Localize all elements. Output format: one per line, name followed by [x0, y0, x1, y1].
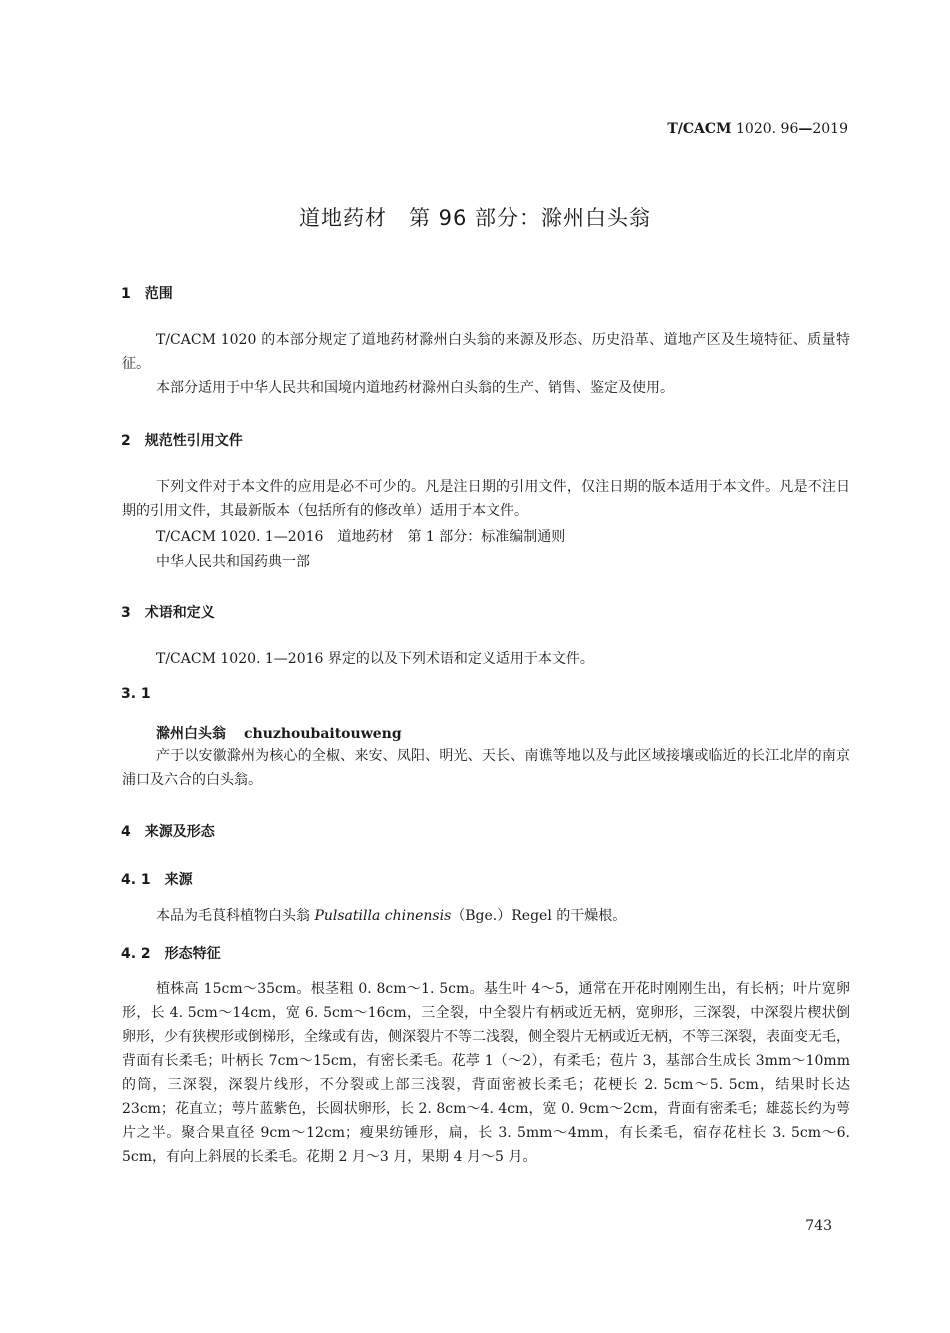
section-3-1-heading: 3. 1	[121, 686, 151, 702]
term-pinyin: chuzhoubaitouweng	[244, 726, 402, 742]
term-entry	[156, 723, 402, 743]
section-4-1-heading: 4. 1 来源	[121, 872, 193, 888]
source-text	[156, 905, 626, 925]
page-title: 道地药材 第 96 部分：滁州白头翁	[298, 206, 652, 230]
section-1-heading: 1 范围	[121, 286, 173, 302]
section-1-paragraph-2: 本部分适用于中华人民共和国境内道地药材滁州白头翁的生产、销售、鉴定及使用。	[156, 380, 674, 396]
doc-code-prefix: T/CACM	[667, 121, 732, 137]
section-4-heading: 4 来源及形态	[121, 824, 215, 840]
reference-2: 中华人民共和国药典一部	[156, 554, 310, 570]
section-2-paragraph-1: 下列文件对于本文件的应用是必不可少的。凡是注日期的引用文件，仅注日期的版本适用于本文件。凡是不注日期的引用文件，其最新版本（包括所有的修改单）适用于本文件。	[122, 479, 850, 519]
term-chinese: 滁州白头翁	[156, 726, 226, 742]
page-number: 743	[805, 1218, 832, 1234]
reference-1: T/CACM 1020. 1—2016 道地药材 第 1 部分：标准编制通则	[156, 529, 566, 545]
section-1-paragraph-1: T/CACM 1020 的本部分规定了道地药材滁州白头翁的来源及形态、历史沿革、道地产区及生境特征、质量特征。	[122, 332, 850, 372]
section-3-heading: 3 术语和定义	[121, 605, 215, 621]
doc-code-dash: —	[798, 121, 813, 137]
document-code	[667, 121, 848, 137]
source-text-b: （Bge.）Regel 的干燥根。	[451, 908, 627, 924]
section-3-paragraph-1: T/CACM 1020. 1—2016 界定的以及下列术语和定义适用于本文件。	[156, 651, 594, 667]
latin-name: Pulsatilla chinensis	[314, 908, 452, 924]
doc-code-number: 1020. 96	[731, 121, 799, 137]
section-2-heading: 2 规范性引用文件	[121, 433, 243, 449]
doc-code-year: 2019	[812, 121, 848, 137]
morphology-paragraph: 植株高 15cm～35cm。根茎粗 0. 8cm～1. 5cm。基生叶 4～5，通常在开花时刚刚生出，有长柄；叶片宽卵形，长 4. 5cm～14cm，宽 6. 5cm～16cm，三全裂，中全裂片有柄或近无柄，宽卵形，三深裂，中深裂片楔状倒卵形，少有狭楔形或倒梯形，全缘或有齿，侧深裂片不等二浅裂，侧全裂片无柄或近无柄，不等三深裂，表面变无毛，背面有长柔毛；叶柄长 7cm～15cm，有密长柔毛。花葶 1（～2），有柔毛；苞片 3，基部合生成长 3mm～10mm 的筒，三深裂，深裂片线形，不分裂或上部三浅裂，背面密被长柔毛；花梗长 2. 5cm～5. 5cm，结果时长达 23cm；花直立；萼片蓝紫色，长圆状卵形，长 2. 8cm～4. 4cm，宽 0. 9cm～2cm，背面有密柔毛；雄蕊长约为萼片之半。聚合果直径 9cm～12cm；瘦果纺锤形，扁，长 3. 5mm～4mm，有长柔毛，宿存花柱长 3. 5cm～6. 5cm，有向上斜展的长柔毛。花期 2 月～3 月，果期 4 月～5 月。	[122, 981, 850, 1165]
source-text-a: 本品为毛茛科植物白头翁	[156, 908, 315, 924]
term-definition: 产于以安徽滁州为核心的全椒、来安、凤阳、明光、天长、南谯等地以及与此区域接壤或临近的长江北岸的南京浦口及六合的白头翁。	[122, 748, 850, 788]
section-4-2-heading: 4. 2 形态特征	[121, 946, 221, 962]
